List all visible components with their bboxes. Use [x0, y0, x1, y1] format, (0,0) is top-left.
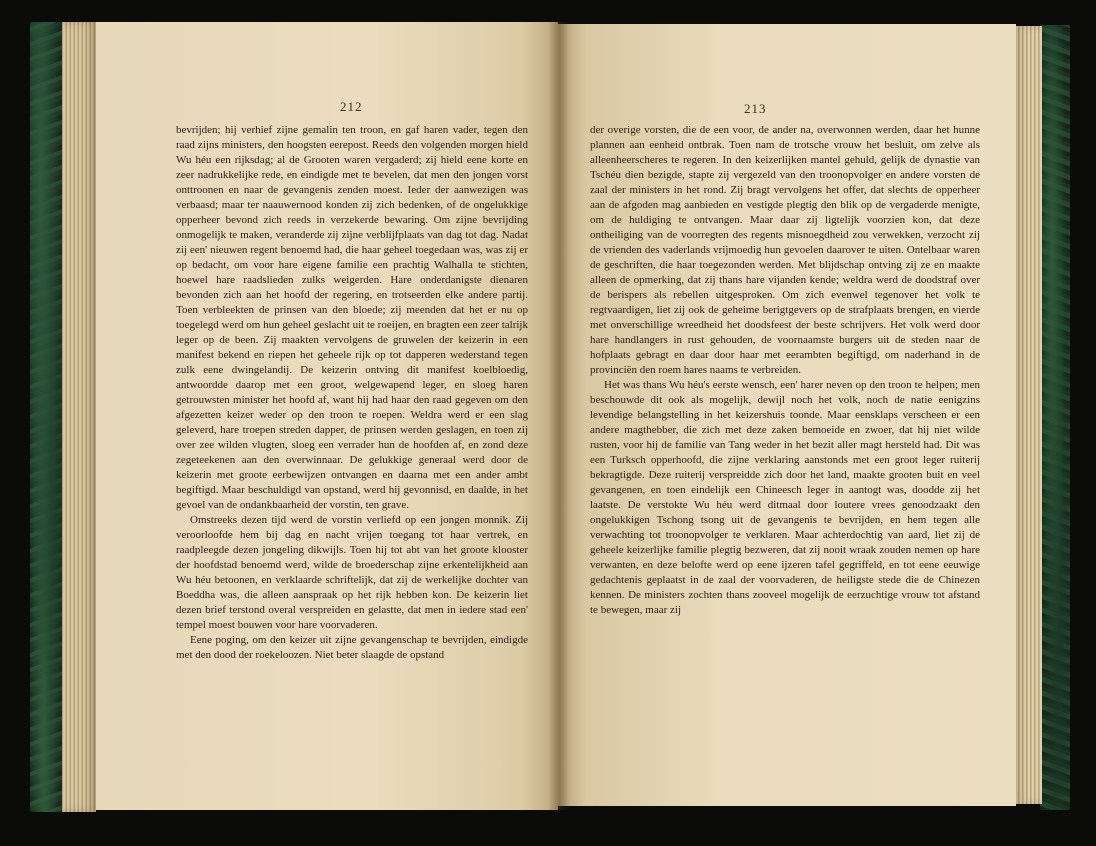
paragraph: der overige vorsten, die de een voor, de ander na, overwonnen werden, daar het hunne plannen aan eenheid ontbrak. Toen nam de trotsche vrouw het besluit, om zelve als alleenheerscheres te regeren. In den keizerlijken mantel gehuld, gelijk de dynastie van Tschéu dien bezigde, stapte zij vergezeld van den troonopvolger en andere vorsten de zaal der ministers in het rond. Zij bragt vervolgens het offer, dat slechts de opperheer aan de afgoden mag aanbieden en vestigde plegtig den blik op de vergaderde menigte, om de huldiging te ontvangen. Maar daar zij ligtelijk voorzien kon, dat deze ontheiliging van de voorregten des regents misnoegdheid zou verwekken, verzocht zij de vrienden des vaderlands vrijmoedig hun gevoelen daarover te uiten. Ontelbaar waren de geschriften, die haar toegezonden werden. Met blijdschap ontving zij ze en maakte alleen de opmerking, dat zij thans hare vijanden kende; weldra werd de doodstraf over de berispers als rebellen uitgesproken. Om zich evenwel tegenover het volk te regtvaardigen, liet zij ook de geheime berigtgevers op de strafplaats brengen, en vierde met onverschillige wreedheid het doodsfeest der beste schrijvers. Het volk werd door hare handlangers in rust gehouden, de voornaamste burgers uit de steden naar de hofplaats gebragt en daar door haar met eerambten begiftigd, om naderhand in de provinciën den roem hares naams te verbreiden. [590, 124, 980, 376]
marbled-cover-right [1040, 25, 1070, 810]
page-number-right: 213 [744, 101, 767, 116]
left-page-text [176, 123, 528, 663]
paragraph: Omstreeks dezen tijd werd de vorstin verliefd op een jongen monnik. Zij veroorloofde hem bij dag en nacht vrijen toegang tot haar vertrek, en raadpleegde dezen jongeling dikwijls. Toen hij tot abt van het groote klooster der hoofdstad benoemd werd, wilde de broederschap zijne erkentelijkheid aan Wu héu betoonen, en verklaarde schriftelijk, dat zij de werkelijke dochter van Boeddha was, die alleen aanspraak op het rijk hebben kon. De keizerin liet dezen brief terstond overal verspreiden en gelastte, dat men in iedere stad een' tempel moest bouwen voor hare voorvaderen. [176, 514, 528, 631]
marbled-cover-left [30, 22, 66, 812]
page-edges-left [62, 22, 96, 812]
right-page-text [590, 123, 980, 618]
book-gutter [548, 22, 570, 810]
paragraph: Eene poging, om den keizer uit zijne gevangenschap te bevrijden, eindigde met den dood der roekeloozen. Niet beter slaagde de opstand [176, 634, 528, 661]
paragraph: Het was thans Wu héu's eerste wensch, een' harer neven op den troon te helpen; men beschouwde dit ook als mogelijk, dewijl noch het volk, noch de natie eenigzins levendige belangstelling in het keizershuis toonde. Maar eensklaps verscheen er een andere magthebber, die zich met deze zaken bemoeide en zwoer, dat hij niet wilde rusten, voor hij de familie van Tang weder in het bezit aller magt hersteld had. Dit was een Turksch opperhoofd, die zijne verklaring aanstonds met een groot leger ruiterij bekragtigde. Deze ruiterij verspreidde zich door het land, maakte grooten buit en veel gevangenen, en toen eindelijk een Chineesch leger in aantogt was, doodde zij het laatste. De verstokte Wu héu werd ditmaal door loutere vrees genoodzaakt den ongelukkigen Tschong tsong uit de gevangenis te bevrijden, en hem tegen alle verwachting tot troonopvolger te verklaren. Maar achterdochtig van aard, liet zij de geheele keizerlijke familie plegtig bezweren, dat zij nooit wraak zouden nemen op hare verwanten, en deze belofte werd op eene ijzeren tafel gegriffeld, en tot eene eeuwige gedachtenis geplaatst in de zaal der voorvaderen, de heiligste stede die de Chinezen kennen. De ministers zochten thans zooveel mogelijk de eerzuchtige vrouw tot afstand te bewegen, maar zij [590, 379, 980, 616]
left-page [96, 22, 558, 810]
right-page [558, 24, 1016, 806]
page-edges-right [1015, 26, 1042, 804]
page-number-left: 212 [340, 99, 363, 114]
paragraph: bevrijden; hij verhief zijne gemalin ten troon, en gaf haren vader, tegen den raad zijns ministers, den hoogsten eerepost. Reeds den volgenden morgen hield Wu héu een rijksdag; al de Grooten waren vergaderd; zij hield eene korte en zeer nadrukkelijke rede, en eindigde met te bevelen, dat men den jongen vorst onttroonen en naar de gevangenis zenden moest. Ieder der aanwezigen was verbaasd; maar ter naauwernood konden zij zich bedenken, of de ongelukkige opperheer bevond zich reeds in verzekerde bewaring. Om zijne bevrijding onmogelijk te maken, veranderde zij zijne verblijfplaats van dag tot dag. Nadat zij een' nieuwen regent benoemd had, die haar geheel toegedaan was, was zij er op bedacht, om voor hare eigene familie een prachtig Walhalla te stichten, hoewel hare raadslieden zulks weigerden. Hare onderdanigste dienaren bevonden zich aan het hoofd der regering, en trotseerden elke andere partij. Toen verbleekten de prinsen van den bloede; zij meenden dat het er nu op toegelegd werd om hun geheel geslacht uit te roeijen, en bragten een zeer talrijk leger op de been. Zij maakten vervolgens de gruwelen der keizerin in een manifest bekend en riepen het geheele rijk op tot dapperen wederstand tegen zulk eene dwingelandij. De keizerin ontving dit manifest koelbloedig, antwoordde daarop met een groot, welgewapend leger, en sloeg haren getrouwsten minister het hoofd af, want hij had haar den raad gegeven om den afgezetten keizer weder op den troon te roepen. Weldra werd er een slag geleverd, hare troepen streden dapper, de prinsen werden geslagen, en toen zij over zee wilden vlugten, sloeg een verrader hun de hoofden af, en zond deze zegeteekenen aan den overwinnaar. De gelukkige generaal werd door de keizerin met groote eerbewijzen ontvangen en daarna met een ander ambt begiftigd. Maar beschuldigd van opstand, werd hij gevonnisd, en daalde, in het gevoel van de ondankbaarheid der vorstin, ten grave. [176, 124, 528, 511]
